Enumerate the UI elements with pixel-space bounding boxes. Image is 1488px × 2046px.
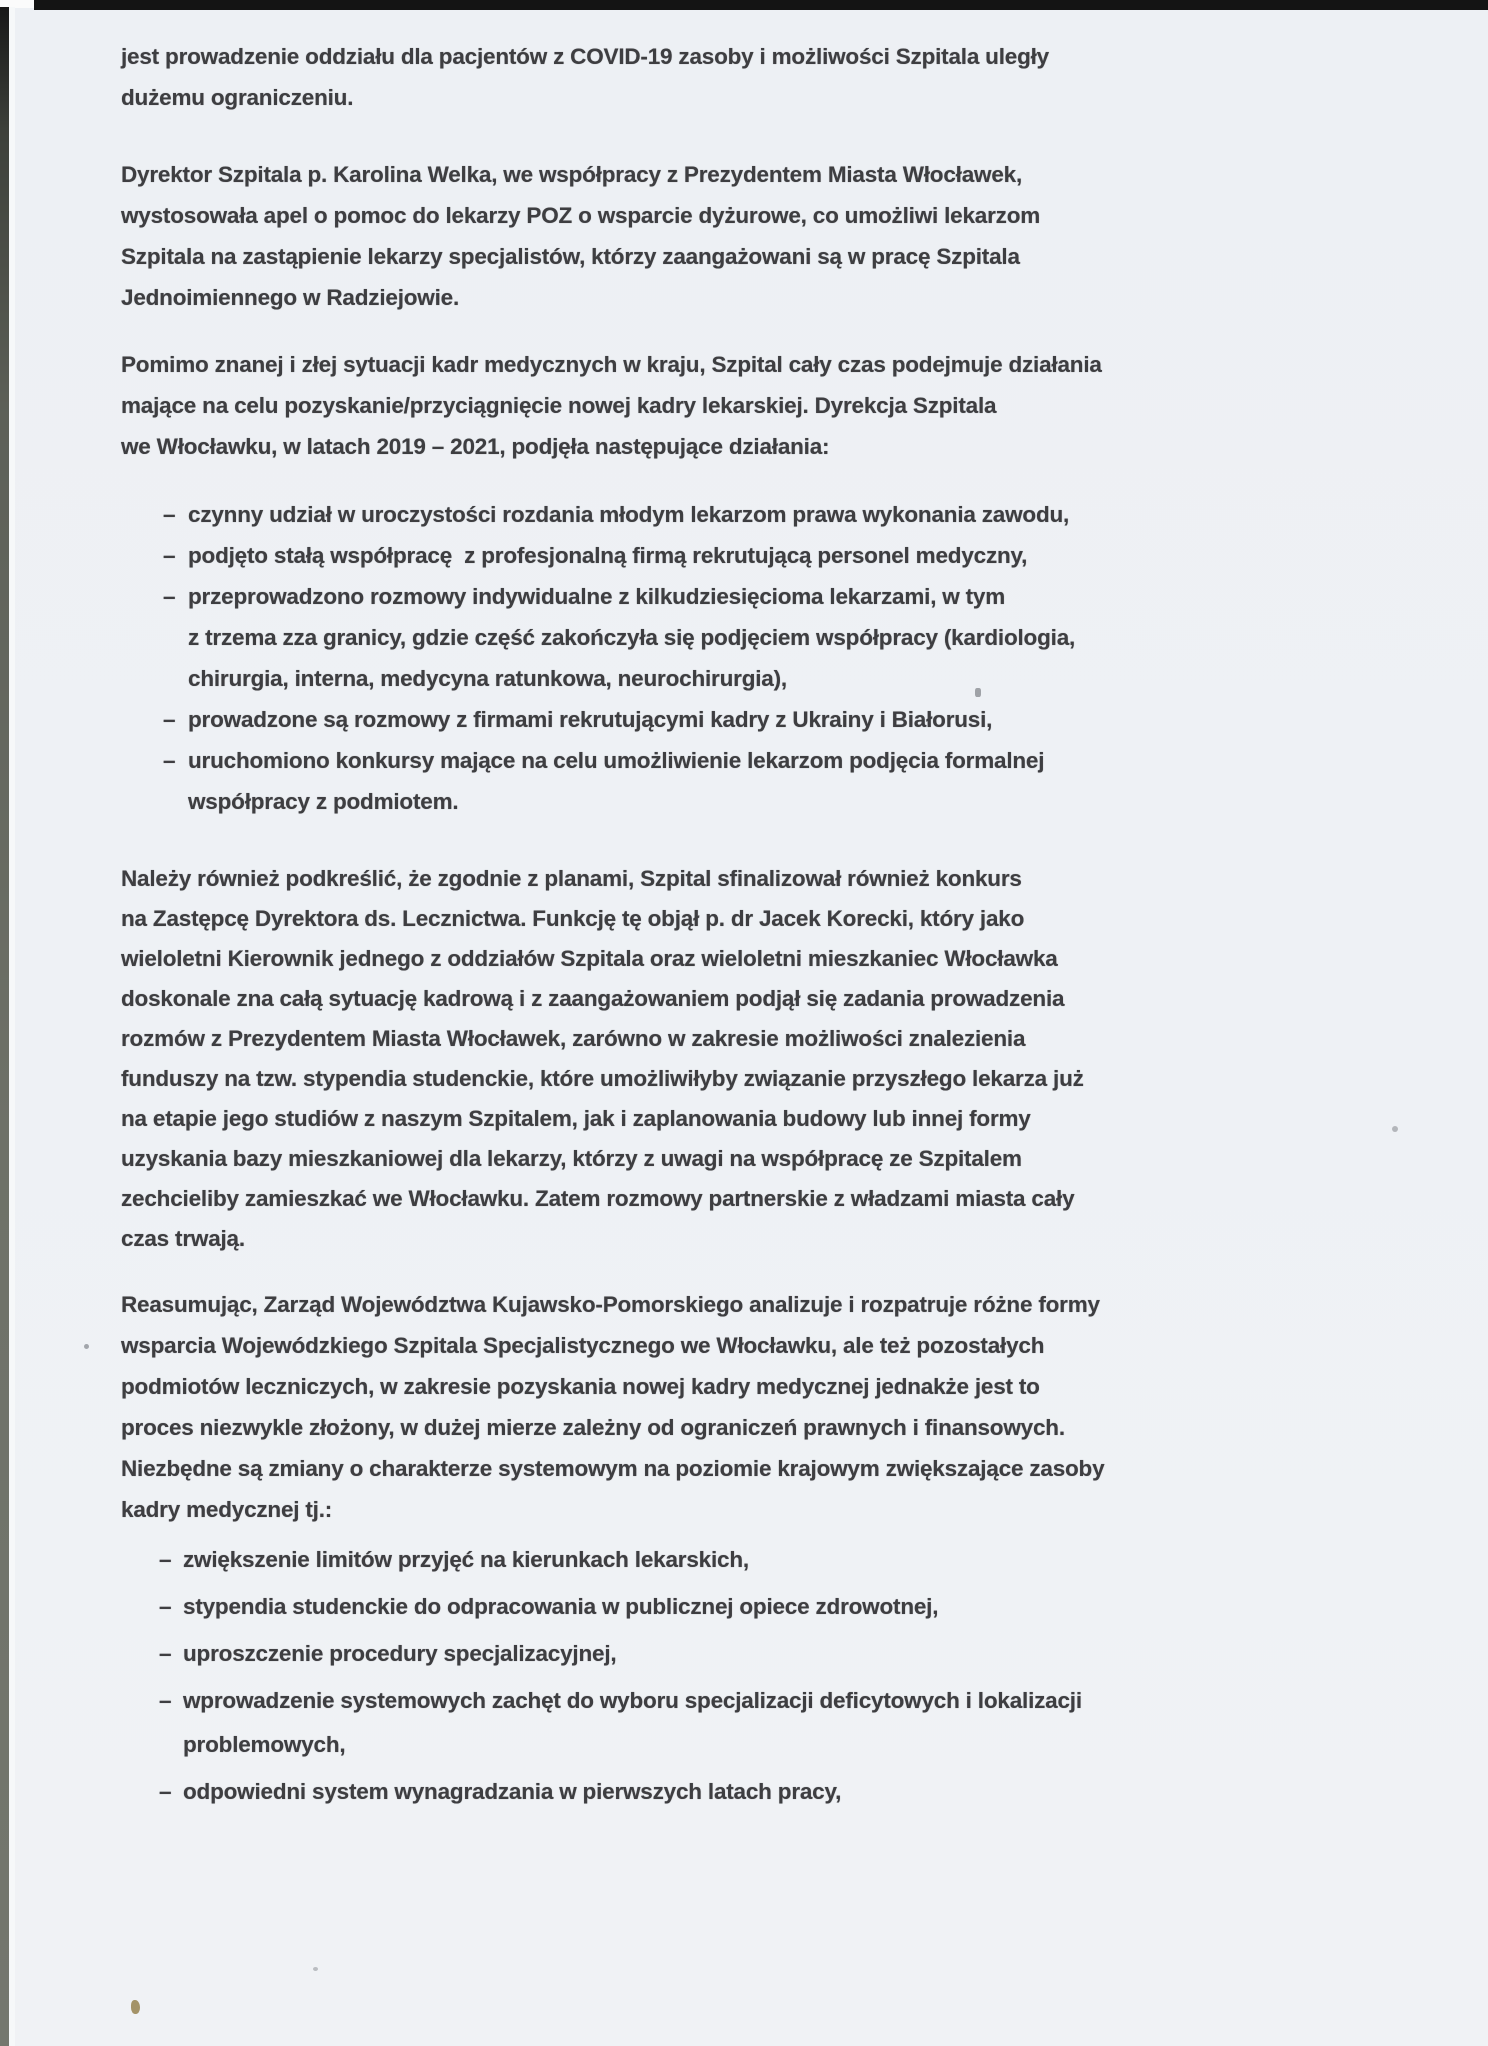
scan-artifact (1392, 1126, 1398, 1132)
text-line: proces niezwykle złożony, w dużej mierze zależny od ograniczeń prawnych i finansowych. (121, 1415, 1065, 1440)
text-line: rozmów z Prezydentem Miasta Włocławek, zarówno w zakresie możliwości znalezienia (121, 1026, 1026, 1051)
text-line: problemowych, (183, 1732, 346, 1757)
dash-bullet: – (163, 502, 176, 527)
text-line: Jednoimiennego w Radziejowie. (121, 285, 460, 310)
text-line: wystosowała apel o pomoc do lekarzy POZ o wsparcie dyżurowe, co umożliwi lekarzom (121, 203, 1041, 228)
scan-edge-highlight (9, 7, 15, 2046)
paragraph-covid-constraints (121, 36, 1104, 118)
list-item (121, 1770, 1104, 1814)
text-line: mające na celu pozyskanie/przyciągnięcie nowej kadry lekarskiej. Dyrekcja Szpitala (121, 393, 997, 418)
scan-edge-top (34, 0, 1488, 10)
text-line: Niezbędne są zmiany o charakterze systemowym na poziomie krajowym zwiększające zasoby (121, 1456, 1105, 1481)
text-line: zwiększenie limitów przyjęć na kierunkach lekarskich, (183, 1547, 749, 1572)
text-line: przeprowadzono rozmowy indywidualne z kilkudziesięcioma lekarzami, w tym (188, 584, 1006, 609)
list-item (121, 576, 1104, 699)
list-item (121, 494, 1104, 535)
scan-artifact (84, 1344, 89, 1349)
text-line: Reasumując, Zarząd Województwa Kujawsko-Pomorskiego analizuje i rozpatruje różne formy (121, 1292, 1100, 1317)
paragraph-summary (121, 1284, 1104, 1530)
text-line: Szpitala na zastąpienie lekarzy specjalistów, którzy zaangażowani są w pracę Szpitala (121, 244, 1020, 269)
list-item (121, 699, 1104, 740)
text-line: podmiotów leczniczych, w zakresie pozyskania nowej kadry medycznej jednakże jest to (121, 1374, 1040, 1399)
text-line: uproszczenie procedury specjalizacyjnej, (183, 1641, 617, 1666)
bullet-list-recruitment-actions (121, 494, 1104, 822)
text-line: czynny udział w uroczystości rozdania młodym lekarzom prawa wykonania zawodu, (188, 502, 1070, 527)
text-line: chirurgia, interna, medycyna ratunkowa, neurochirurgia), (188, 666, 787, 691)
text-line: współpracy z podmiotem. (188, 789, 459, 814)
dash-bullet: – (159, 1779, 172, 1804)
list-item (121, 1632, 1104, 1676)
text-line: odpowiedni system wynagradzania w pierwszych latach pracy, (183, 1779, 842, 1804)
list-item (121, 740, 1104, 822)
text-line: na Zastępcę Dyrektora ds. Lecznictwa. Funkcję tę objął p. dr Jacek Korecki, który jako (121, 906, 1025, 931)
text-line: uruchomiono konkursy mające na celu umożliwienie lekarzom podjęcia formalnej (188, 748, 1045, 773)
text-line: podjęto stałą współpracę z profesjonalną firmą rekrutującą personel medyczny, (188, 543, 1028, 568)
text-line: kadry medycznej tj.: (121, 1497, 333, 1522)
dash-bullet: – (163, 707, 176, 732)
dash-bullet: – (159, 1688, 172, 1713)
list-item (121, 1538, 1104, 1582)
text-line: we Włocławku, w latach 2019 – 2021, podjęła następujące działania: (121, 434, 830, 459)
document-body (121, 36, 1104, 1817)
text-line: dużemu ograniczeniu. (121, 85, 354, 110)
text-line: stypendia studenckie do odpracowania w publicznej opiece zdrowotnej, (183, 1594, 939, 1619)
bullet-list-system-changes (121, 1538, 1104, 1814)
dash-bullet: – (159, 1547, 172, 1572)
text-line: zechcieliby zamieszkać we Włocławku. Zatem rozmowy partnerskie z władzami miasta cały (121, 1186, 1075, 1211)
text-line: prowadzone są rozmowy z firmami rekrutującymi kadry z Ukrainy i Białorusi, (188, 707, 993, 732)
dash-bullet: – (163, 748, 176, 773)
text-line: wieloletni Kierownik jednego z oddziałów Szpitala oraz wieloletni mieszkaniec Włocławka (121, 946, 1058, 971)
paragraph-director-appeal (121, 154, 1104, 318)
text-line: doskonale zna całą sytuację kadrową i z zaangażowaniem podjął się zadania prowadzenia (121, 986, 1065, 1011)
scan-artifact (313, 1967, 318, 1971)
text-line: czas trwają. (121, 1226, 245, 1251)
text-line: Dyrektor Szpitala p. Karolina Welka, we współpracy z Prezydentem Miasta Włocławek, (121, 162, 1022, 187)
text-line: Pomimo znanej i złej sytuacji kadr medycznych w kraju, Szpital cały czas podejmuje działania (121, 352, 1102, 377)
text-line: uzyskania bazy mieszkaniowej dla lekarzy, którzy z uwagi na współpracę ze Szpitalem (121, 1146, 1022, 1171)
scan-artifact (131, 2000, 140, 2014)
dash-bullet: – (159, 1594, 172, 1619)
text-line: z trzema zza granicy, gdzie część zakończyła się podjęciem współpracy (kardiologia, (188, 625, 1076, 650)
scan-artifact (975, 688, 981, 697)
text-line: Należy również podkreślić, że zgodnie z planami, Szpital sfinalizował również konkurs (121, 866, 1022, 891)
dash-bullet: – (163, 543, 176, 568)
list-item (121, 535, 1104, 576)
paragraph-recruitment-actions-intro (121, 344, 1104, 467)
paragraph-deputy-director (121, 859, 1104, 1259)
text-line: wsparcia Wojewódzkiego Szpitala Specjalistycznego we Włocławku, ale też pozostałych (121, 1333, 1045, 1358)
scan-edge-left (0, 7, 9, 2046)
text-line: funduszy na tzw. stypendia studenckie, które umożliwiłyby związanie przyszłego lekarza już (121, 1066, 1084, 1091)
dash-bullet: – (163, 584, 176, 609)
list-item (121, 1585, 1104, 1629)
text-line: jest prowadzenie oddziału dla pacjentów z COVID-19 zasoby i możliwości Szpitala uległy (121, 44, 1049, 69)
text-line: na etapie jego studiów z naszym Szpitalem, jak i zaplanowania budowy lub innej formy (121, 1106, 1031, 1131)
list-item (121, 1679, 1104, 1767)
text-line: wprowadzenie systemowych zachęt do wyboru specjalizacji deficytowych i lokalizacji (183, 1688, 1082, 1713)
dash-bullet: – (159, 1641, 172, 1666)
